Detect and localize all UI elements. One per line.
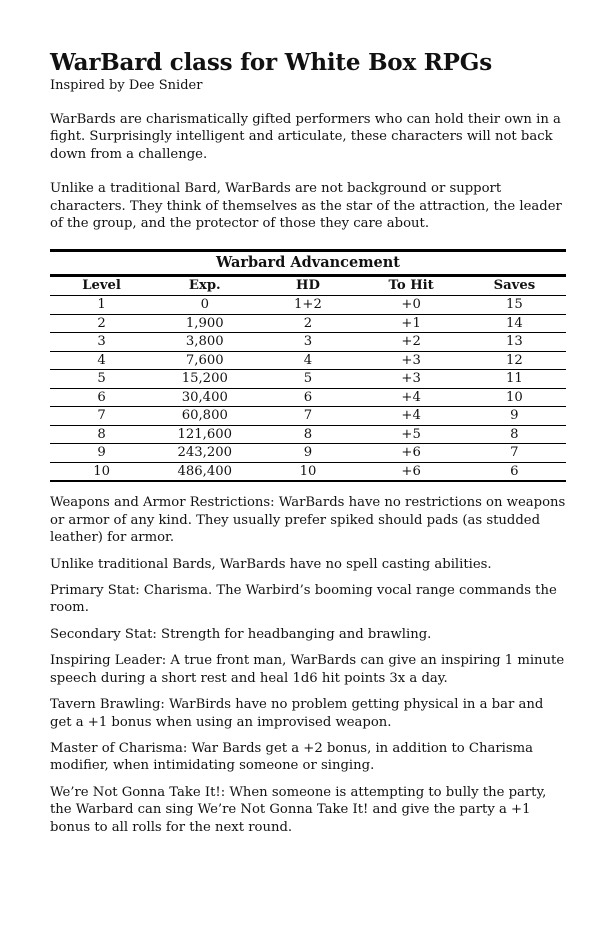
table-cell: 6 [303,389,313,405]
table-cell: 9 [510,408,519,424]
table-cell: +4 [401,389,421,405]
table-cell: 13 [505,334,523,350]
feature-paragraph: We’re Not Gonna Take It!: When someone is attempting to bully the party, the Warbard can sing We’re Not Gonna Take It! and give the party a +1 bonus to all rolls for the next round. [50,784,547,835]
table-cell: +2 [401,334,421,350]
table-cell: 1,900 [185,315,224,331]
table-cell: 121,600 [177,426,233,442]
column-header: Saves [493,278,536,294]
feature-paragraph: Unlike traditional Bards, WarBards have no spell casting abilities. [50,556,492,572]
table-header-row [50,277,566,296]
table-row [50,351,566,370]
feature-paragraph: Primary Stat: Charisma. The Warbird’s booming vocal range commands the room. [50,583,557,616]
column-header: HD [296,278,320,294]
table-cell: 9 [97,445,106,461]
table-cell: +3 [401,352,421,368]
document-page [50,48,566,845]
table-cell: +0 [401,297,421,313]
table-cell: 5 [97,371,106,387]
table-cell: 14 [505,315,523,331]
feature-paragraph: Master of Charisma: War Bards get a +2 bonus, in addition to Charisma modifier, when intimidating someone or singing. [50,740,533,774]
class-features-section [50,494,566,836]
column-header: Exp. [188,278,221,294]
table-cell: 15 [505,297,523,313]
intro-paragraph: WarBards are charismatically gifted performers who can hold their own in a fight. Surprisingly intelligent and articulate, these characters will not back down from a challenge. [50,112,561,162]
table-cell: 2 [97,315,106,331]
advancement-table [50,277,566,482]
table-cell: 8 [303,426,313,442]
table-cell: +1 [401,315,421,331]
table-cell: 8 [510,426,519,442]
table-cell: 1+2 [294,297,322,313]
table-cell: 3 [303,334,313,350]
intro-section [50,111,566,232]
table-cell: +5 [401,426,421,442]
table-cell: 3 [97,334,106,350]
table-cell: 7 [97,408,106,424]
feature-paragraph: Secondary Stat: Strength for headbanging and brawling. [50,626,432,642]
table-cell: +6 [401,445,421,461]
feature-paragraph: Tavern Brawling: WarBirds have no problem getting physical in a bar and get a +1 bonus when using an improvised weapon. [50,697,544,730]
table-cell: 4 [97,352,106,368]
table-cell: 12 [505,352,523,368]
table-cell: 486,400 [177,463,233,479]
table-cell: 11 [505,371,523,387]
table-cell: 4 [303,352,313,368]
table-cell: 243,200 [177,445,233,461]
table-row [50,444,566,463]
table-cell: 1 [97,297,106,313]
column-header: Level [82,278,121,294]
table-row [50,388,566,407]
table-cell: +3 [401,371,421,387]
table-title: Warbard Advancement [215,254,401,272]
feature-paragraph: Weapons and Armor Restrictions: WarBards have no restrictions on weapons or armor of any kind. They usually prefer spiked should pads (as studded leather) for armor. [50,495,566,546]
table-cell: 2 [303,315,313,331]
table-cell: 6 [510,463,519,479]
table-cell: 7,600 [185,352,224,368]
table-cell: 10 [93,463,110,479]
table-row [50,462,566,481]
table-cell: 0 [200,297,209,313]
table-row [50,425,566,444]
table-cell: 15,200 [181,371,228,387]
table-cell: 7 [303,408,313,424]
table-cell: 8 [97,426,106,442]
table-cell: 10 [505,389,523,405]
intro-paragraph: Unlike a traditional Bard, WarBards are not background or support characters. They think of themselves as the star of the attraction, the leader of the group, and the protector of those they care about. [50,181,562,232]
table-row [50,296,566,315]
feature-paragraph: Inspiring Leader: A true front man, WarBards can give an inspiring 1 minute speech during a short rest and heal 1d6 hit points 3x a day. [50,653,565,686]
table-cell: 3,800 [185,334,224,350]
table-cell: +6 [401,463,421,479]
table-row [50,370,566,389]
document-title: WarBard class for White Box RPGs [50,49,492,76]
advancement-table-section [50,249,566,482]
table-row [50,407,566,426]
table-cell: 7 [510,445,519,461]
table-row [50,314,566,333]
table-cell: 5 [303,371,313,387]
table-cell: 30,400 [181,389,228,405]
column-header: To Hit [388,278,434,294]
table-row [50,333,566,352]
table-cell: 60,800 [181,408,228,424]
table-cell: +4 [401,408,421,424]
table-cell: 9 [303,445,313,461]
table-cell: 6 [97,389,106,405]
document-subtitle: Inspired by Dee Snider [50,78,203,93]
table-cell: 10 [299,463,317,479]
